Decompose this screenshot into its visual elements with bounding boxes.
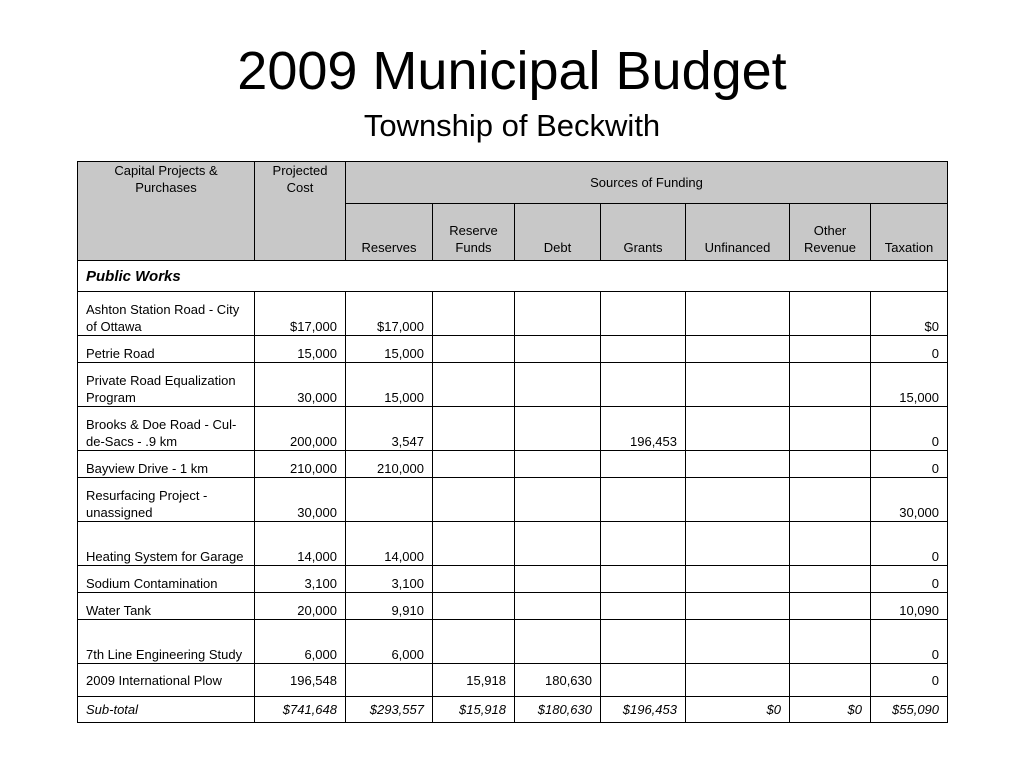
header-other-revenue: Other Revenue [790, 204, 871, 261]
cell-reserves: $293,557 [346, 697, 433, 723]
cell-project: Resurfacing Project - unassigned [78, 478, 255, 522]
cell-debt: 180,630 [515, 664, 601, 697]
cell-reserves: 15,000 [346, 336, 433, 363]
cell-taxation: 0 [871, 522, 948, 566]
cell-other-revenue [790, 664, 871, 697]
cell-grants [601, 593, 686, 620]
section-public-works: Public Works [78, 261, 948, 292]
cell-other-revenue [790, 593, 871, 620]
cell-grants [601, 363, 686, 407]
cell-reserve-funds [433, 451, 515, 478]
cell-cost: 6,000 [255, 620, 346, 664]
cell-grants [601, 336, 686, 363]
cell-cost: $17,000 [255, 292, 346, 336]
cell-unfinanced [686, 620, 790, 664]
cell-debt [515, 478, 601, 522]
cell-taxation: 0 [871, 336, 948, 363]
cell-cost: 200,000 [255, 407, 346, 451]
cell-cost: $741,648 [255, 697, 346, 723]
cell-reserve-funds [433, 363, 515, 407]
cell-unfinanced [686, 522, 790, 566]
table-row [78, 336, 948, 363]
cell-debt [515, 620, 601, 664]
cell-unfinanced [686, 407, 790, 451]
cell-debt [515, 336, 601, 363]
page-title: 2009 Municipal Budget [237, 41, 787, 101]
cell-reserve-funds: $15,918 [433, 697, 515, 723]
cell-taxation: 0 [871, 451, 948, 478]
cell-reserves [346, 664, 433, 697]
cell-project: Private Road Equalization Program [78, 363, 255, 407]
table-row [78, 407, 948, 451]
header-reserve-funds: Reserve Funds [433, 204, 515, 261]
cell-reserve-funds [433, 522, 515, 566]
cell-debt [515, 593, 601, 620]
cell-reserve-funds [433, 407, 515, 451]
cell-taxation: 0 [871, 407, 948, 451]
table-row [78, 292, 948, 336]
cell-grants [601, 478, 686, 522]
cell-debt [515, 407, 601, 451]
cell-reserve-funds [433, 566, 515, 593]
cell-unfinanced [686, 363, 790, 407]
cell-reserves: 14,000 [346, 522, 433, 566]
table-row [78, 478, 948, 522]
cell-grants [601, 664, 686, 697]
cell-grants [601, 292, 686, 336]
cell-debt [515, 566, 601, 593]
cell-debt: $180,630 [515, 697, 601, 723]
header-unfinanced: Unfinanced [686, 204, 790, 261]
header-debt: Debt [515, 204, 601, 261]
cell-taxation: 0 [871, 664, 948, 697]
cell-other-revenue [790, 363, 871, 407]
table-row [78, 664, 948, 697]
cell-project: Ashton Station Road - City of Ottawa [78, 292, 255, 336]
cell-debt [515, 451, 601, 478]
cell-project: Brooks & Doe Road - Cul-de-Sacs - .9 km [78, 407, 255, 451]
table-row [78, 522, 948, 566]
budget-table [77, 161, 948, 723]
cell-reserve-funds [433, 620, 515, 664]
cell-project: Water Tank [78, 593, 255, 620]
cell-other-revenue [790, 620, 871, 664]
cell-reserves: 210,000 [346, 451, 433, 478]
header-sources-of-funding: Sources of Funding [346, 162, 948, 204]
cell-subtotal-label: Sub-total [78, 697, 255, 723]
cell-unfinanced [686, 593, 790, 620]
cell-grants [601, 620, 686, 664]
header-grants: Grants [601, 204, 686, 261]
header-projected-cost: Projected Cost [255, 162, 346, 261]
cell-grants: 196,453 [601, 407, 686, 451]
table-row [78, 593, 948, 620]
table-row [78, 566, 948, 593]
header-taxation: Taxation [871, 204, 948, 261]
header-projects: Capital Projects & Purchases [78, 162, 255, 261]
cell-taxation: $55,090 [871, 697, 948, 723]
cell-reserves [346, 478, 433, 522]
cell-taxation: 30,000 [871, 478, 948, 522]
cell-project: 2009 International Plow [78, 664, 255, 697]
cell-other-revenue [790, 292, 871, 336]
cell-reserves: $17,000 [346, 292, 433, 336]
cell-taxation: 15,000 [871, 363, 948, 407]
cell-reserve-funds [433, 478, 515, 522]
cell-project: 7th Line Engineering Study [78, 620, 255, 664]
cell-project: Heating System for Garage [78, 522, 255, 566]
cell-taxation: 10,090 [871, 593, 948, 620]
cell-reserve-funds: 15,918 [433, 664, 515, 697]
page-subtitle: Township of Beckwith [363, 108, 661, 143]
cell-taxation: 0 [871, 620, 948, 664]
header-reserves: Reserves [346, 204, 433, 261]
cell-unfinanced [686, 451, 790, 478]
cell-reserve-funds [433, 593, 515, 620]
cell-unfinanced [686, 566, 790, 593]
cell-grants [601, 451, 686, 478]
table-row [78, 620, 948, 664]
cell-cost: 210,000 [255, 451, 346, 478]
cell-other-revenue [790, 336, 871, 363]
cell-other-revenue: $0 [790, 697, 871, 723]
subtotal-row [78, 697, 948, 723]
cell-reserves: 6,000 [346, 620, 433, 664]
cell-debt [515, 522, 601, 566]
cell-debt [515, 292, 601, 336]
cell-cost: 30,000 [255, 363, 346, 407]
cell-unfinanced [686, 292, 790, 336]
cell-unfinanced: $0 [686, 697, 790, 723]
cell-grants [601, 566, 686, 593]
cell-cost: 15,000 [255, 336, 346, 363]
cell-other-revenue [790, 566, 871, 593]
cell-other-revenue [790, 451, 871, 478]
cell-grants [601, 522, 686, 566]
cell-cost: 196,548 [255, 664, 346, 697]
cell-unfinanced [686, 336, 790, 363]
cell-cost: 3,100 [255, 566, 346, 593]
cell-reserves: 3,100 [346, 566, 433, 593]
cell-debt [515, 363, 601, 407]
cell-reserve-funds [433, 336, 515, 363]
cell-taxation: 0 [871, 566, 948, 593]
table-row [78, 363, 948, 407]
cell-taxation: $0 [871, 292, 948, 336]
cell-grants: $196,453 [601, 697, 686, 723]
cell-reserves: 3,547 [346, 407, 433, 451]
cell-unfinanced [686, 664, 790, 697]
cell-unfinanced [686, 478, 790, 522]
cell-project: Petrie Road [78, 336, 255, 363]
cell-other-revenue [790, 407, 871, 451]
cell-project: Sodium Contamination [78, 566, 255, 593]
cell-cost: 14,000 [255, 522, 346, 566]
cell-reserves: 9,910 [346, 593, 433, 620]
cell-cost: 30,000 [255, 478, 346, 522]
cell-other-revenue [790, 478, 871, 522]
cell-other-revenue [790, 522, 871, 566]
cell-reserve-funds [433, 292, 515, 336]
cell-project: Bayview Drive - 1 km [78, 451, 255, 478]
table-row [78, 451, 948, 478]
cell-reserves: 15,000 [346, 363, 433, 407]
cell-cost: 20,000 [255, 593, 346, 620]
